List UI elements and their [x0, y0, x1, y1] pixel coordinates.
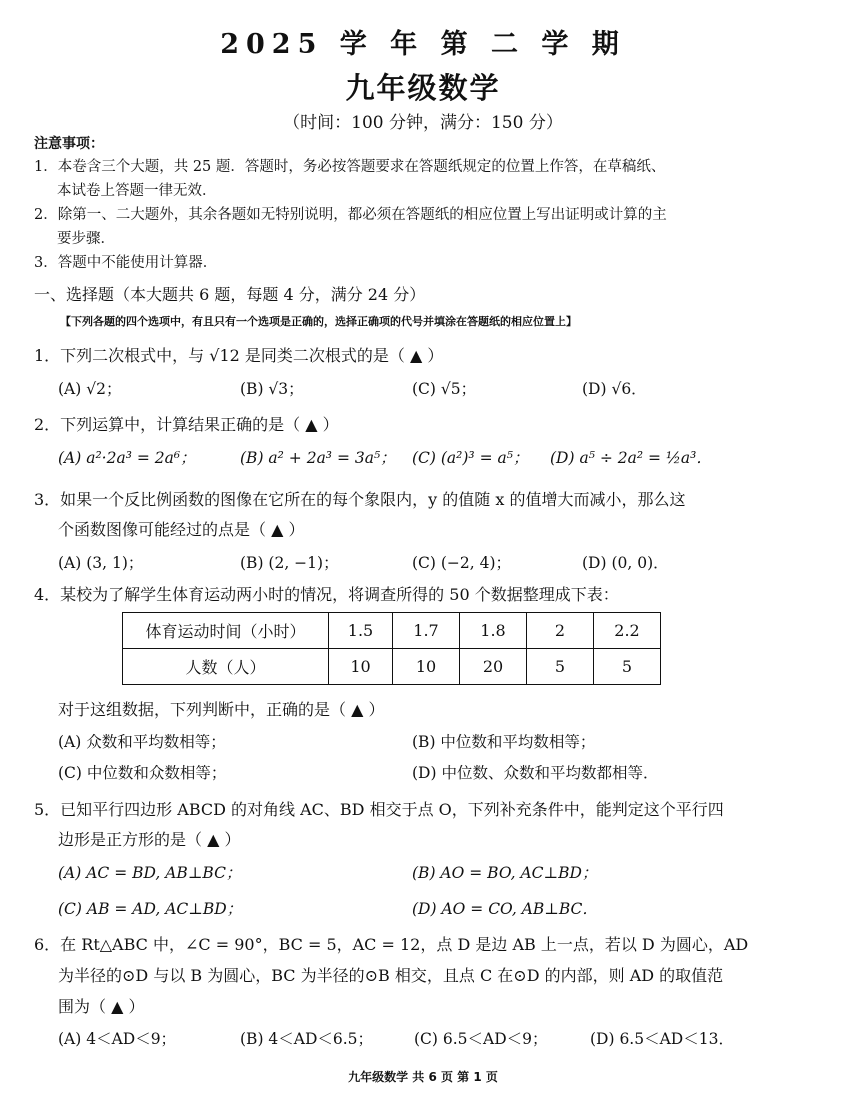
- question-5-option-a: (A) AC = BD, AB⊥BC；: [58, 864, 242, 882]
- question-4-option-d: (D) 中位数、众数和平均数都相等．: [412, 764, 659, 782]
- question-2-stem: 2．下列运算中，计算结果正确的是（ ▲ ）: [34, 415, 339, 434]
- question-6-stem: 6．在 Rt△ABC 中，∠C = 90°，BC = 5，AC = 12，点 D 是边 AB 上一点，若以 D 为圆心，AD: [34, 935, 749, 954]
- question-1-option-a: (A) √2；: [58, 380, 122, 398]
- page-footer: 九年级数学 共 6 页 第 1 页: [348, 1070, 498, 1084]
- question-1-option-d: (D) √6．: [582, 380, 647, 398]
- term-title: 2025 学 年 第 二 学 期: [220, 29, 626, 60]
- question-6-option-c: (C) 6.5＜AD＜9；: [414, 1030, 548, 1048]
- question-4-option-a: (A) 众数和平均数相等；: [58, 733, 226, 751]
- notice-item-1: 1．本卷含三个大题，共 25 题．答题时，务必按答题要求在答题纸规定的位置上作答，在草稿纸、: [34, 159, 666, 175]
- table-cell: 10: [329, 649, 393, 685]
- section-1-heading: 一、选择题（本大题共 6 题，每题 4 分，满分 24 分）: [34, 285, 426, 304]
- question-6-stem-cont: 为半径的⊙D 与以 B 为圆心，BC 为半径的⊙B 相交，且点 C 在⊙D 的内部，则 AD 的取值范: [58, 966, 724, 985]
- question-5-option-d: (D) AO = CO, AB⊥BC．: [412, 900, 598, 918]
- question-5-stem-cont: 边形是正方形的是（ ▲ ）: [58, 830, 241, 849]
- question-2-option-b: (B) a² + 2a³ = 3a⁵；: [240, 449, 396, 467]
- subject-title: 九年级数学: [345, 71, 501, 105]
- notice-item-2: 2．除第一、二大题外，其余各题如无特别说明，都必须在答题纸的相应位置上写出证明或计算的主: [34, 207, 667, 223]
- question-6-option-a: (A) 4＜AD＜9；: [58, 1030, 177, 1048]
- question-4-option-b: (B) 中位数和平均数相等；: [412, 733, 596, 751]
- question-2-option-d: (D) a⁵ ÷ 2a² = ½a³．: [550, 449, 712, 467]
- question-1-option-b: (B) √3；: [240, 380, 304, 398]
- table-cell: 1.5: [329, 613, 393, 649]
- table-cell: 10: [393, 649, 460, 685]
- question-6-option-d: (D) 6.5＜AD＜13．: [590, 1030, 734, 1048]
- table-cell: 5: [594, 649, 661, 685]
- section-1-tip: 【下列各题的四个选项中，有且只有一个选项是正确的，选择正确项的代号并填涂在答题纸的相应位置上】: [60, 315, 577, 328]
- question-4-stem-cont: 对于这组数据，下列判断中，正确的是（ ▲ ）: [58, 700, 385, 719]
- question-5-stem: 5．已知平行四边形 ABCD 的对角线 AC、BD 相交于点 O，下列补充条件中，能判定这个平行四: [34, 800, 724, 819]
- question-4-stem: 4．某校为了解学生体育运动两小时的情况，将调查所得的 50 个数据整理成下表：: [34, 585, 619, 604]
- table-cell: 5: [527, 649, 594, 685]
- question-6-option-b: (B) 4＜AD＜6.5；: [240, 1030, 374, 1048]
- notice-item-3: 3．答题中不能使用计算器．: [34, 255, 218, 271]
- question-5-option-c: (C) AB = AD, AC⊥BD；: [58, 900, 243, 918]
- question-2-option-a: (A) a²·2a³ = 2a⁶；: [58, 449, 196, 467]
- table-cell: 1.8: [460, 613, 527, 649]
- survey-table: [122, 612, 661, 685]
- notice-item-2-cont: 要步骤．: [57, 231, 115, 247]
- table-cell: 20: [460, 649, 527, 685]
- question-3-stem-cont: 个函数图像可能经过的点是（ ▲ ）: [58, 520, 305, 539]
- question-1-stem: 1．下列二次根式中，与 √12 是同类二次根式的是（ ▲ ）: [34, 346, 444, 365]
- table-row: [123, 649, 661, 685]
- question-3-stem: 3．如果一个反比例函数的图像在它所在的每个象限内，y 的值随 x 的值增大而减小，那么这: [34, 490, 686, 509]
- question-3-option-a: (A) (3, 1)；: [58, 554, 144, 572]
- question-5-option-b: (B) AO = BO, AC⊥BD；: [412, 864, 598, 882]
- notice-item-1-cont: 本试卷上答题一律无效．: [57, 183, 217, 199]
- question-2-option-c: (C) (a²)³ = a⁵；: [412, 449, 529, 467]
- question-6-stem-cont-2: 围为（ ▲ ）: [58, 997, 145, 1016]
- table-header-cell: 人数（人）: [123, 649, 329, 685]
- table-header-cell: 体育运动时间（小时）: [123, 613, 329, 649]
- time-score-line: （时间：100 分钟，满分：150 分）: [283, 113, 563, 133]
- question-1-option-c: (C) √5；: [412, 380, 477, 398]
- question-3-option-d: (D) (0, 0)．: [582, 554, 669, 572]
- table-row: [123, 613, 661, 649]
- question-3-option-c: (C) (−2, 4)；: [412, 554, 512, 572]
- question-4-option-c: (C) 中位数和众数相等；: [58, 764, 227, 782]
- notice-heading: 注意事项：: [34, 136, 104, 152]
- table-cell: 1.7: [393, 613, 460, 649]
- table-cell: 2.2: [594, 613, 661, 649]
- table-cell: 2: [527, 613, 594, 649]
- question-3-option-b: (B) (2, −1)；: [240, 554, 339, 572]
